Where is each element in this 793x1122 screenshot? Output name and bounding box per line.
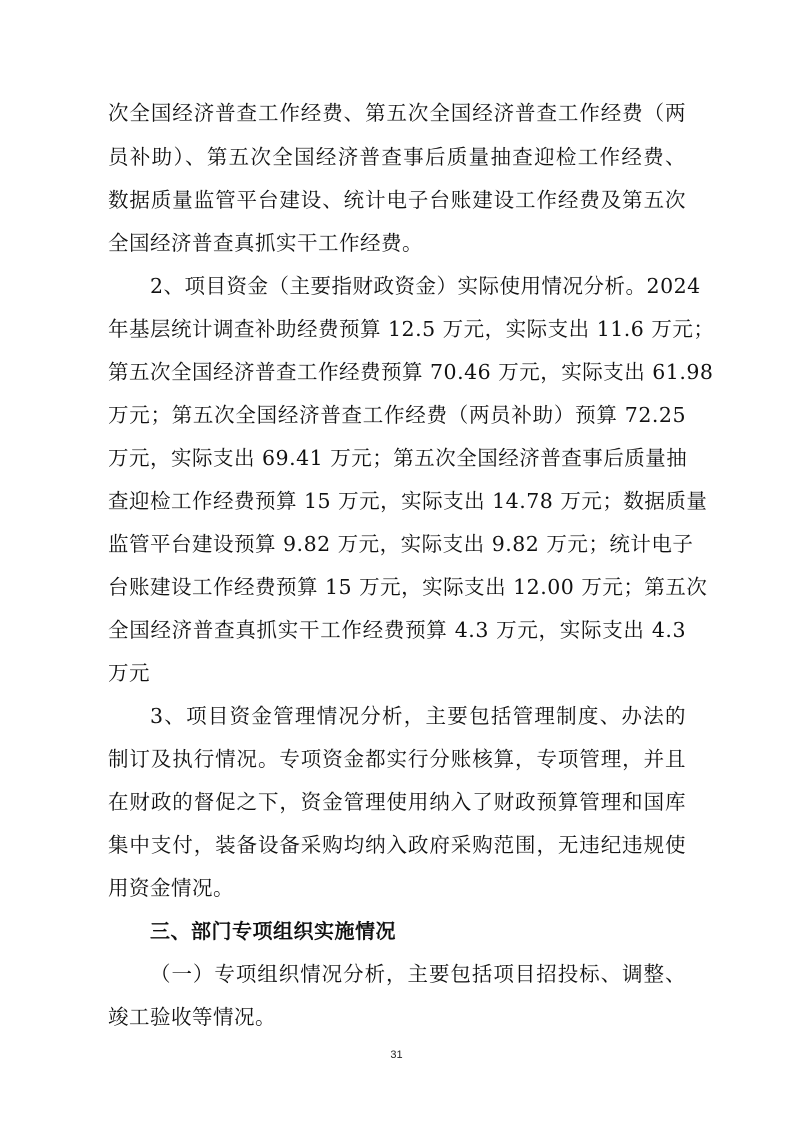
text-line: 查迎检工作经费预算 15 万元，实际支出 14.78 万元；数据质量 — [108, 489, 708, 513]
text-line: 用资金情况。 — [108, 876, 234, 900]
text-line: 3、项目资金管理情况分析，主要包括管理制度、办法的 — [150, 704, 686, 728]
text-line: 2、项目资金（主要指财政资金）实际使用情况分析。2024 — [150, 274, 701, 298]
text-line: 台账建设工作经费预算 15 万元，实际支出 12.00 万元；第五次 — [108, 575, 708, 599]
text-line: 监管平台建设预算 9.82 万元，实际支出 9.82 万元；统计电子 — [108, 532, 694, 556]
section-heading: 三、部门专项组织实施情况 — [150, 919, 396, 943]
text-line: 第五次全国经济普查工作经费预算 70.46 万元，实际支出 61.98 — [108, 360, 714, 384]
page-number: 31 — [390, 1049, 403, 1061]
text-line: 制订及执行情况。专项资金都实行分账核算，专项管理，并且 — [108, 747, 686, 771]
text-line: （一）专项组织情况分析，主要包括项目招投标、调整、 — [150, 962, 686, 986]
text-line: 全国经济普查真抓实干工作经费。 — [108, 231, 423, 255]
text-line: 万元 — [108, 661, 150, 685]
text-line: 在财政的督促之下，资金管理使用纳入了财政预算管理和国库 — [108, 790, 686, 814]
text-line: 全国经济普查真抓实干工作经费预算 4.3 万元，实际支出 4.3 — [108, 618, 686, 642]
text-line: 万元；第五次全国经济普查工作经费（两员补助）预算 72.25 — [108, 403, 686, 427]
text-line: 竣工验收等情况。 — [108, 1005, 276, 1029]
text-line: 数据质量监管平台建设、统计电子台账建设工作经费及第五次 — [108, 188, 686, 212]
text-line: 年基层统计调查补助经费预算 12.5 万元，实际支出 11.6 万元； — [108, 317, 715, 341]
text-line: 万元，实际支出 69.41 万元；第五次全国经济普查事后质量抽 — [108, 446, 688, 470]
text-line: 员补助）、第五次全国经济普查事后质量抽查迎检工作经费、 — [108, 145, 686, 169]
text-line: 集中支付，装备设备采购均纳入政府采购范围，无违纪违规使 — [108, 833, 686, 857]
text-line: 次全国经济普查工作经费、第五次全国经济普查工作经费（两 — [108, 101, 686, 125]
